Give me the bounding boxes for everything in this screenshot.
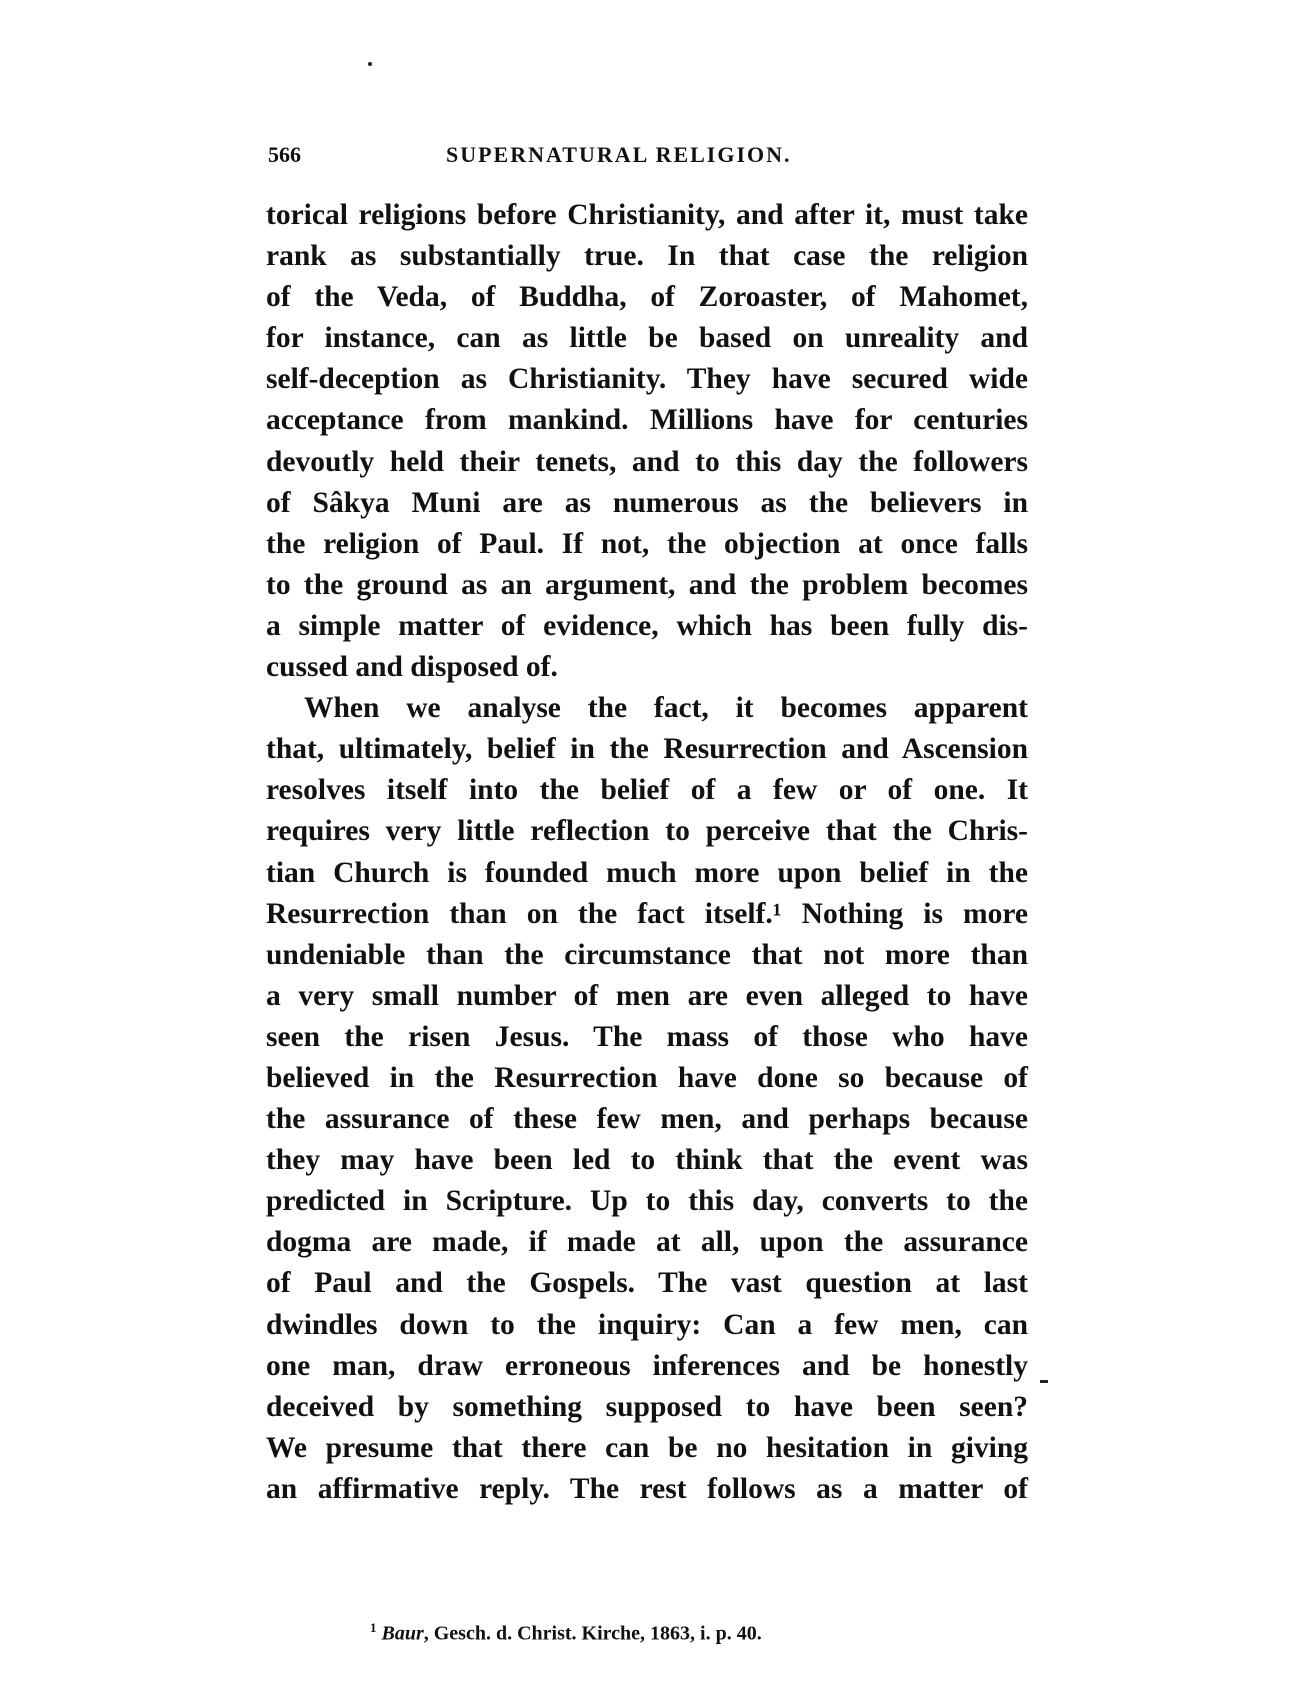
paragraph <box>266 195 1028 688</box>
text-line: seen the risen Jesus. The mass of those who have <box>266 1020 1028 1053</box>
text-line: a simple matter of evidence, which has been fully dis- <box>266 609 1028 642</box>
text-line: the assurance of these few men, and perhaps because <box>266 1103 1028 1136</box>
text-line: When we analyse the fact, it becomes apparent <box>304 692 1028 725</box>
text-line: deceived by something supposed to have been seen? <box>266 1390 1028 1423</box>
text-line: undeniable than the circumstance that not more than <box>266 938 1028 971</box>
text-line: to the ground as an argument, and the problem becomes <box>266 568 1028 601</box>
text-line: rank as substantially true. In that case the religion <box>266 240 1028 273</box>
text-line: acceptance from mankind. Millions have for centuries <box>266 404 1028 437</box>
scan-speck <box>368 62 372 66</box>
text-line: predicted in Scripture. Up to this day, converts to the <box>266 1185 1028 1218</box>
text-line: an affirmative reply. The rest follows as a matter of <box>266 1472 1028 1505</box>
text-line: a very small number of men are even alleged to have <box>266 979 1028 1012</box>
text-line: torical religions before Christianity, and after it, must take <box>266 199 1028 231</box>
paragraph <box>266 688 1028 1510</box>
text-line: for instance, can as little be based on unreality and <box>266 322 1028 355</box>
page-number: 566 <box>268 142 301 167</box>
footnote-citation: , Gesch. d. Christ. Kirche, 1863, i. p. 40. <box>423 1622 762 1645</box>
text-line: believed in the Resurrection have done so because of <box>266 1061 1028 1094</box>
text-line: dwindles down to the inquiry: Can a few men, can <box>266 1308 1028 1341</box>
text-line: they may have been led to think that the event was <box>266 1144 1028 1177</box>
text-line: of Sâkya Muni are as numerous as the believers in <box>266 486 1028 519</box>
scan-speck <box>1040 1380 1048 1383</box>
text-line: requires very little reflection to perceive that the Chris- <box>266 815 1028 848</box>
text-line: one man, draw erroneous inferences and be honestly <box>266 1349 1028 1382</box>
text-line: cussed and disposed of. <box>266 651 558 684</box>
footnote-marker: 1 <box>370 1620 377 1635</box>
text-line: of Paul and the Gospels. The vast question at last <box>266 1267 1028 1300</box>
footnote-author: Baur <box>381 1622 424 1645</box>
footnote <box>370 1620 762 1646</box>
body-text <box>266 195 1028 1510</box>
text-line: the religion of Paul. If not, the objection at once falls <box>266 527 1028 560</box>
text-line: that, ultimately, belief in the Resurrection and Ascension <box>266 733 1028 766</box>
text-line: self-deception as Christianity. They have secured wide <box>266 363 1028 396</box>
running-header <box>268 142 1028 176</box>
text-line: tian Church is founded much more upon belief in the <box>266 856 1028 889</box>
text-line: of the Veda, of Buddha, of Zoroaster, of Mahomet, <box>266 281 1028 314</box>
text-line: Resurrection than on the fact itself.¹ Nothing is more <box>266 897 1028 930</box>
text-line: devoutly held their tenets, and to this day the followers <box>266 445 1028 478</box>
running-title: SUPERNATURAL RELIGION. <box>446 142 792 167</box>
text-line: resolves itself into the belief of a few or of one. It <box>266 774 1028 807</box>
text-line: We presume that there can be no hesitation in giving <box>266 1431 1028 1464</box>
text-line: dogma are made, if made at all, upon the assurance <box>266 1226 1028 1259</box>
